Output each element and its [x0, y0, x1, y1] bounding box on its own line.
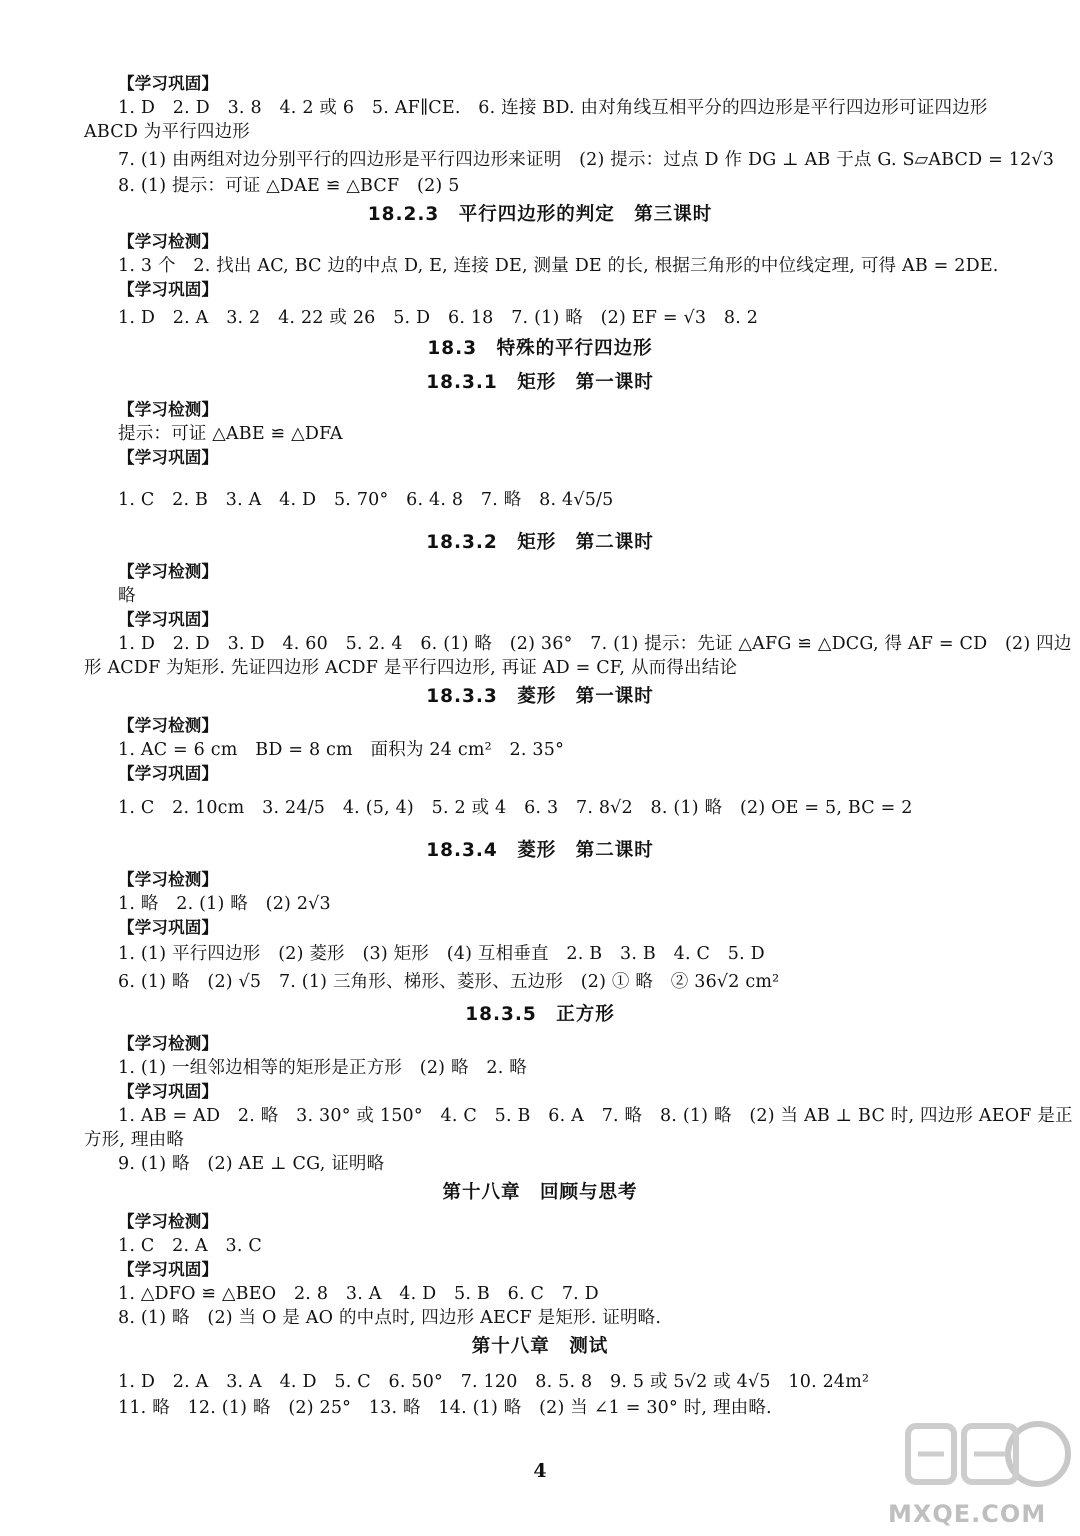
section-label-check: 【学习检测】	[118, 562, 219, 581]
watermark-logo	[878, 1408, 1074, 1530]
answer-line: 1. △DFO ≌ △BEO 2. 8 3. A 4. D 5. B 6. C 7. D	[118, 1284, 599, 1304]
answer-line-continued: 方形, 理由略	[84, 1130, 185, 1150]
page-number: 4	[533, 1460, 547, 1482]
answer-line: 7. (1) 由两组对边分别平行的四边形是平行四边形来证明 (2) 提示：过点 D 作 DG ⊥ AB 于点 G. S▱ABCD = 12√3	[118, 150, 1055, 170]
section-label-consolidation: 【学习巩固】	[118, 1082, 219, 1101]
answer-line: 1. D 2. D 3. D 4. 60 5. 2. 4 6. (1) 略 (2) 36° 7. (1) 提示：先证 △AFG ≌ △DCG, 得 AF = CD (2) 四边	[118, 634, 1072, 654]
chapter-review-heading: 第十八章 回顾与思考	[442, 1182, 638, 1203]
chapter-test-heading: 第十八章 测试	[471, 1336, 609, 1357]
answer-line: 提示：可证 △ABE ≌ △DFA	[118, 424, 343, 444]
answer-line: 1. 略 2. (1) 略 (2) 2√3	[118, 894, 331, 914]
section-heading: 18.3 特殊的平行四边形	[427, 338, 653, 359]
section-label-check: 【学习检测】	[118, 870, 219, 889]
section-label-check: 【学习检测】	[118, 1212, 219, 1231]
lesson-heading: 18.3.3 菱形 第一课时	[426, 686, 654, 707]
section-label-consolidation: 【学习巩固】	[118, 74, 219, 93]
section-label-consolidation: 【学习巩固】	[118, 764, 219, 783]
section-label-consolidation: 【学习巩固】	[118, 448, 219, 467]
answer-line: 略	[118, 586, 136, 606]
answer-line: 1. AC = 6 cm BD = 8 cm 面积为 24 cm² 2. 35°	[118, 740, 565, 760]
lesson-heading: 18.3.5 正方形	[465, 1004, 615, 1025]
answer-line: 9. (1) 略 (2) AE ⊥ CG, 证明略	[118, 1154, 385, 1174]
answer-line: 1. (1) 平行四边形 (2) 菱形 (3) 矩形 (4) 互相垂直 2. B 3. B 4. C 5. D	[118, 944, 765, 964]
section-label-consolidation: 【学习巩固】	[118, 918, 219, 937]
answer-line: 8. (1) 提示：可证 △DAE ≌ △BCF (2) 5	[118, 176, 460, 196]
section-label-check: 【学习检测】	[118, 400, 219, 419]
answer-line: 1. 3 个 2. 找出 AC, BC 边的中点 D, E, 连接 DE, 测量 DE 的长, 根据三角形的中位线定理, 可得 AB = 2DE.	[118, 256, 999, 276]
answer-line: 1. D 2. A 3. 2 4. 22 或 26 5. D 6. 18 7. (1) 略 (2) EF = √3 8. 2	[118, 308, 759, 328]
answer-line: 1. (1) 一组邻边相等的矩形是正方形 (2) 略 2. 略	[118, 1058, 527, 1078]
lesson-heading: 18.3.1 矩形 第一课时	[426, 372, 654, 393]
section-label-check: 【学习检测】	[118, 232, 219, 251]
lesson-heading: 18.3.2 矩形 第二课时	[426, 532, 654, 553]
answer-line-continued: 形 ACDF 为矩形. 先证四边形 ACDF 是平行四边形, 再证 AD = CF, 从而得出结论	[84, 658, 738, 678]
answer-line: 6. (1) 略 (2) √5 7. (1) 三角形、梯形、菱形、五边形 (2) ① 略 ② 36√2 cm²	[118, 972, 780, 992]
section-label-check: 【学习检测】	[118, 716, 219, 735]
section-label-consolidation: 【学习巩固】	[118, 610, 219, 629]
answer-line: 1. AB = AD 2. 略 3. 30° 或 150° 4. C 5. B 6. A 7. 略 8. (1) 略 (2) 当 AB ⊥ BC 时, 四边形 AEOF 是正	[118, 1106, 1073, 1126]
answer-line: 1. C 2. 10cm 3. 24/5 4. (5, 4) 5. 2 或 4 6. 3 7. 8√2 8. (1) 略 (2) OE = 5, BC = 2	[118, 798, 913, 818]
lesson-heading: 18.2.3 平行四边形的判定 第三课时	[367, 204, 713, 225]
watermark-text: MXQE.COM	[888, 1500, 1047, 1528]
lesson-heading: 18.3.4 菱形 第二课时	[426, 840, 654, 861]
answer-line: 8. (1) 略 (2) 当 O 是 AO 的中点时, 四边形 AECF 是矩形. 证明略.	[118, 1308, 662, 1328]
answer-line: 1. D 2. D 3. 8 4. 2 或 6 5. AF∥CE. 6. 连接 BD. 由对角线互相平分的四边形是平行四边形可证四边形	[118, 98, 988, 118]
section-label-consolidation: 【学习巩固】	[118, 1260, 219, 1279]
section-label-consolidation: 【学习巩固】	[118, 280, 219, 299]
answer-line: 11. 略 12. (1) 略 (2) 25° 13. 略 14. (1) 略 (2) 当 ∠1 = 30° 时, 理由略.	[118, 1398, 772, 1418]
answer-line-continued: ABCD 为平行四边形	[84, 122, 251, 142]
answer-line: 1. D 2. A 3. A 4. D 5. C 6. 50° 7. 120 8. 5. 8 9. 5 或 5√2 或 4√5 10. 24m²	[118, 1372, 870, 1392]
answer-line: 1. C 2. B 3. A 4. D 5. 70° 6. 4. 8 7. 略 8. 4√5/5	[118, 490, 614, 510]
answer-line: 1. C 2. A 3. C	[118, 1236, 262, 1256]
section-label-check: 【学习检测】	[118, 1034, 219, 1053]
